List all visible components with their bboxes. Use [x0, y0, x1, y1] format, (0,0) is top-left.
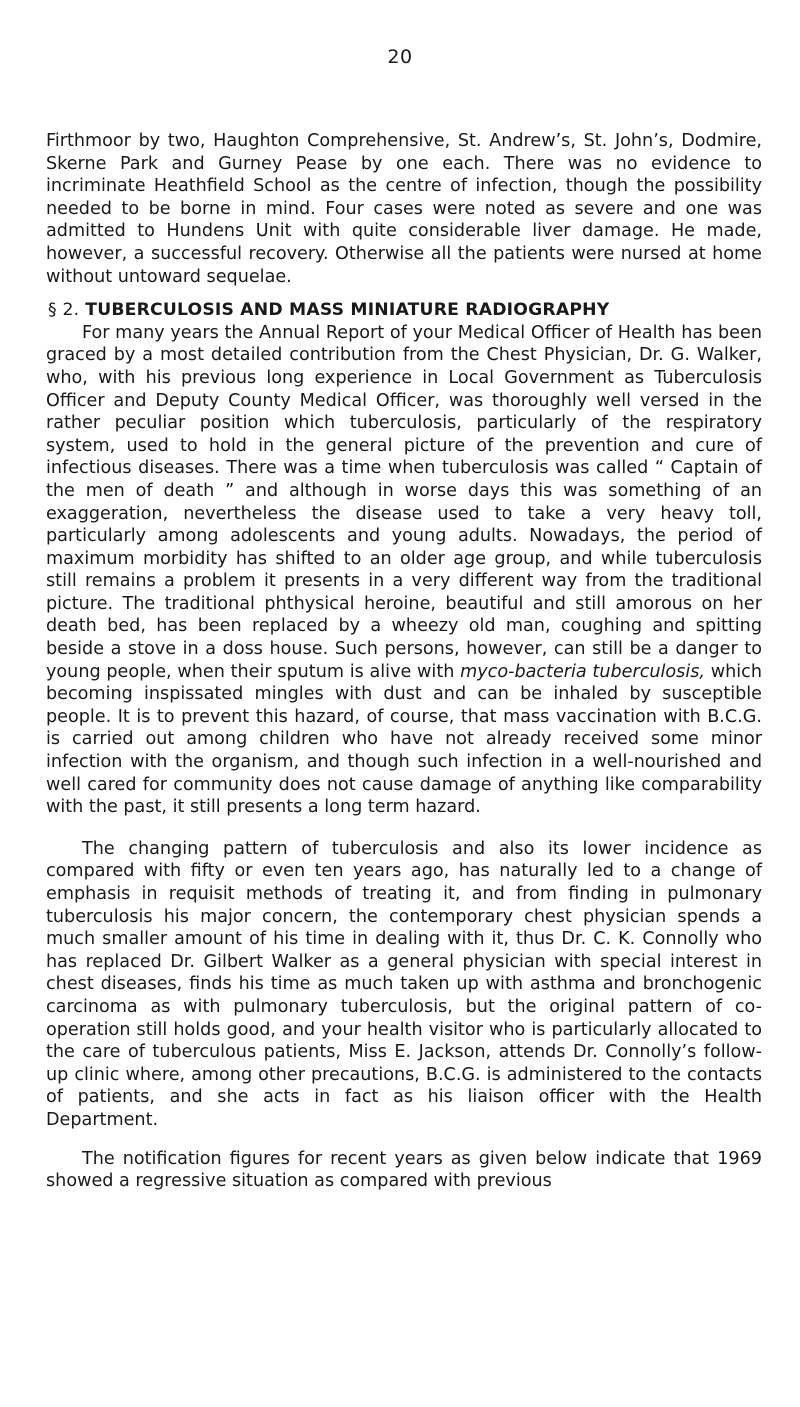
paragraph-school-cases: Firthmoor by two, Haughton Comprehensive, St. Andrew’s, St. John’s, Dodmire, Skerne Park and Gurney Pease by one each. There was no evidence to incriminate Heathfield School as the centre of infection, though the possibility needed to be borne in mind. Four cases were noted as severe and one was admitted to Hundens Unit with quite considerable liver damage. He made, however, a successful recovery. Otherwise all the patients were nursed at home without untoward sequelae.: [46, 131, 762, 287]
section-heading: [46, 299, 762, 322]
page-body: [46, 130, 762, 1193]
section-title: TUBERCULOSIS AND MASS MINIATURE RADIOGRAPHY: [85, 300, 610, 321]
page-number: 20: [387, 46, 413, 68]
paragraph-changing-pattern: The changing pattern of tuberculosis and also its lower incidence as compared with fifty or even ten years ago, has naturally led to a change of emphasis in requisit methods of treating it, and from finding in pulmonary tuberculosis his major concern, the contemporary chest physician spends a much smaller amount of his time in dealing with it, thus Dr. C. K. Connolly who has replaced Dr. Gilbert Walker as a general physician with special interest in chest diseases, finds his time as much taken up with asthma and bronchogenic carcinoma as with pulmonary tuberculosis, but the original pattern of co-operation still holds good, and your health visitor who is particularly allocated to the care of tuberculous patients, Miss E. Jackson, attends Dr. Connolly’s follow-up clinic where, among other precautions, B.C.G. is administered to the contacts of patients, and she acts in fact as his liaison officer with the Health Department.: [46, 838, 762, 1130]
paragraph-text-part: For many years the Annual Report of your Medical Officer of Health has been graced by a most detailed contribution from the Chest Physician, Dr. G. Walker, who, with his previous long experience in Local Government as Tuberculosis Officer and Deputy County Medical Officer, was thoroughly well versed in the rather peculiar position which tuberculosis, particularly of the respiratory system, used to hold in the general picture of the prevention and cure of infectious diseases. There was a time when tuberculosis was called “ Captain of the men of death ” and although in worse days this was something of an exaggeration, nevertheless the disease used to take a very heavy toll, particularly among adolescents and young adults. Nowadays, the period of maximum morbidity has shifted to an older age group, and while tuberculosis still remains a problem it presents in a very different way from the traditional picture. The traditional phthysical heroine, beautiful and still amorous on her death bed, has been replaced by a wheezy old man, coughing and spitting beside a stove in a doss house. Such persons, however, can still be a danger to young people, when their sputum is alive with: [46, 322, 762, 682]
paragraph-tuberculosis-history: [46, 322, 762, 819]
paragraph-notification-figures: The notification figures for recent years as given below indicate that 1969 showed a regressive situation as compared with previous: [46, 1148, 762, 1192]
paragraph-text-part: which becoming inspissated mingles with dust and can be inhaled by susceptible people. It is to prevent this hazard, of course, that mass vaccination with B.C.G. is carried out among children who have not already received some minor infection with the organism, and though such infection in a well-nourished and well cared for community does not cause damage of anything like comparability with the past, it still presents a long term hazard.: [46, 661, 762, 818]
italic-term: myco-bacteria tuberculosis,: [460, 661, 705, 682]
section-number: § 2.: [48, 300, 80, 321]
